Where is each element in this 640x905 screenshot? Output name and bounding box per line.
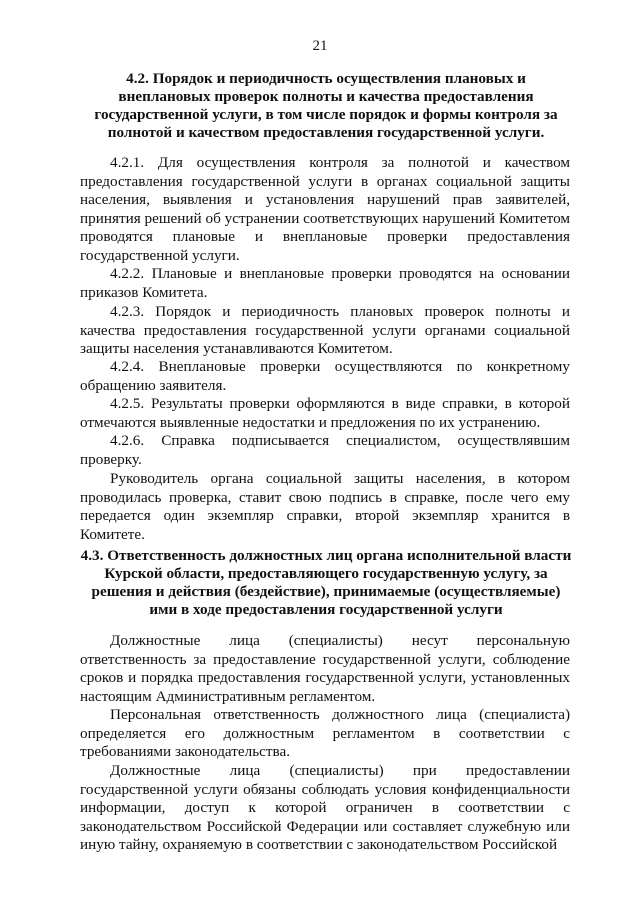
paragraph-4-2-5: 4.2.5. Результаты проверки оформляются в виде справки, в которой отмечаются выявленные недостатки и предложения по их устранению. <box>80 395 570 431</box>
paragraph-4-2-6: 4.2.6. Справка подписывается специалистом, осуществлявшим проверку. <box>80 432 570 468</box>
paragraph-confidentiality: Должностные лица (специалисты) при предоставлении государственной услуги обязаны соблюдать условия конфиденциальности информации, доступ к которой ограничен в соответствии с законодательством Российской Федерации или составляет служебную или иную тайну, охраняемую в соответствии с законодательством Российской <box>80 762 570 854</box>
paragraph-4-2-3: 4.2.3. Порядок и периодичность плановых проверок полноты и качества предоставления государственной услуги органами социальной защиты населения устанавливаются Комитетом. <box>80 303 570 358</box>
paragraph-personal-responsibility: Персональная ответственность должностного лица (специалиста) определяется его должностным регламентом в соответствии с требованиями законодательства. <box>80 706 570 761</box>
section-heading-4-3: 4.3. Ответственность должностных лиц органа исполнительной власти Курской области, предоставляющего государственную услугу, за решения и действия (бездействие), принимаемые (осуществляемые) ими в ходе предоставления государственной услуги <box>80 547 572 618</box>
page-number: 21 <box>312 38 328 54</box>
paragraph-4-2-2: 4.2.2. Плановые и внеплановые проверки проводятся на основании приказов Комитета. <box>80 265 570 301</box>
paragraph-officials-responsibility: Должностные лица (специалисты) несут персональную ответственность за предоставление государственной услуги, соблюдение сроков и порядка предоставления государственной услуги, установленных настоящим Административным регламентом. <box>80 632 570 705</box>
section-heading-4-2: 4.2. Порядок и периодичность осуществления плановых и внеплановых проверок полноты и качества предоставления государственной услуги, в том числе порядок и формы контроля за полнотой и качеством предоставления государственной услуги. <box>94 70 558 141</box>
paragraph-4-2-1: 4.2.1. Для осуществления контроля за полнотой и качеством предоставления государственной услуги в органах социальной защиты населения, выявления и установления нарушений прав заявителей, принятия решений об устранении соответствующих нарушений Комитетом проводятся плановые и внеплановые проверки предоставления государственной услуги. <box>80 154 570 264</box>
paragraph-4-2-head-of-body: Руководитель органа социальной защиты населения, в котором проводилась проверка, ставит свою подпись в справке, после чего ему передается один экземпляр справки, второй экземпляр хранится в Комитете. <box>80 470 570 543</box>
paragraph-4-2-4: 4.2.4. Внеплановые проверки осуществляются по конкретному обращению заявителя. <box>80 358 570 394</box>
